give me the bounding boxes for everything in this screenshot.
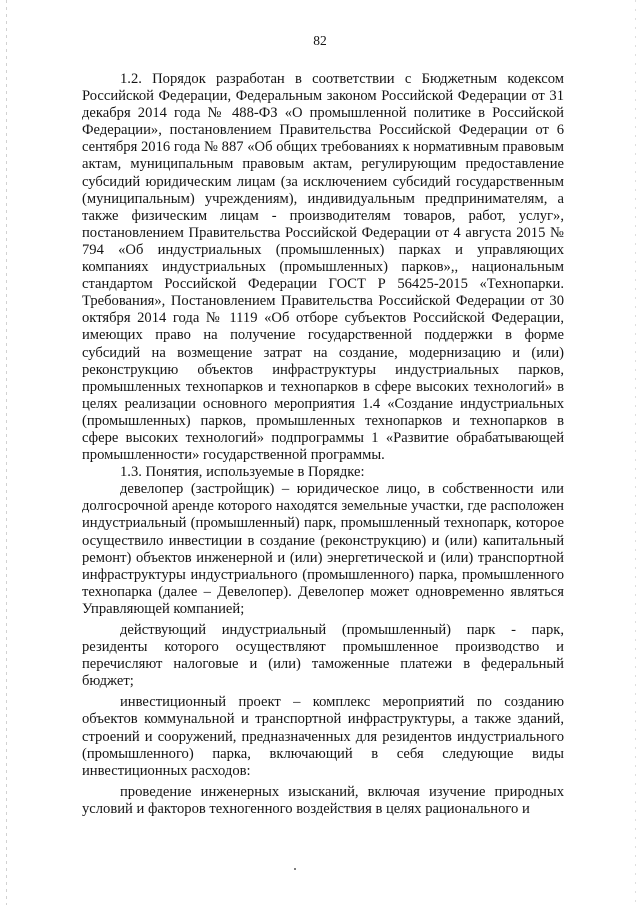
engineering-surveys-item: проведение инженерных изысканий, включая изучение природных условий и факторов техногенного воздействия в целях рационального и [82,783,564,817]
definition-active-industrial-park: действующий индустриальный (промышленный) парк - парк, резиденты которого осуществляют промышленное производство и перечисляют налоговые и (или) таможенные платежи в федеральный бюджет; [82,622,564,690]
scan-edge-left [6,0,7,905]
scan-edge-right [635,0,636,905]
scan-speck [294,868,296,870]
paragraph-1-2-legal-basis: 1.2. Порядок разработан в соответствии с Бюджетным кодексом Российской Федерации, Федеральным законом Российской Федерации от 31 декабря 2014 года № 488-ФЗ «О промышленной политике в Российской Федерации», постановлением Правительства Российской Федерации от 6 сентября 2016 года № 887 «Об общих требованиях к нормативным правовым актам, муниципальным правовым актам, регулирующим предоставление субсидий юридическим лицам (за исключением субсидий государственным (муниципальным) учреждениям), индивидуальным предпринимателям, а также физическим лицам - производителям товаров, работ, услуг», постановлением Правительства Российской Федерации от 4 августа 2015 № 794 «Об индустриальных (промышленных) парках и управляющих компаниях индустриальных (промышленных) парков»,, национальным стандартом Российской Федерации ГОСТ Р 56425-2015 «Технопарки. Требования», Постановлением Правительства Российской Федерации от 30 октября 2014 года № 1119 «Об отборе субъектов Российской Федерации, имеющих право на получение государственной поддержки в форме субсидий на возмещение затрат на создание, модернизацию и (или) реконструкцию объектов инфраструктуры индустриальных парков, промышленных технопарков и технопарков в сфере высоких технологий» в целях реализации основного мероприятия 1.4 «Создание индустриальных (промышленных) парков, промышленных технопарков и технопарков в сфере высоких технологий» подпрограммы 1 «Развитие обрабатывающей промышленности» государственной программы. [82,71,564,464]
definition-developer: девелопер (застройщик) – юридическое лицо, в собственности или долгосрочной аренде которого находятся земельные участки, где расположен индустриальный (промышленный) парк, промышленный технопарк, которое осуществило инвестиции в создание (реконструкцию) и (или) капитальный ремонт) объектов инженерной и (или) энергетической и (или) транспортной инфраструктуры индустриального (промышленного) парка, промышленного технопарка (далее – Девелопер). Девелопер может одновременно являться Управляющей компанией; [82,481,564,617]
page-number: 82 [313,33,327,48]
definition-investment-project: инвестиционный проект – комплекс мероприятий по созданию объектов коммунальной и транспортной инфраструктуры, а также зданий, строений и сооружений, предназначенных для резидентов индустриального (промышленного) парка, включающий в себя следующие виды инвестиционных расходов: [82,694,564,779]
document-body [82,71,564,818]
paragraph-1-3-definitions-intro: 1.3. Понятия, используемые в Порядке: [120,464,365,481]
